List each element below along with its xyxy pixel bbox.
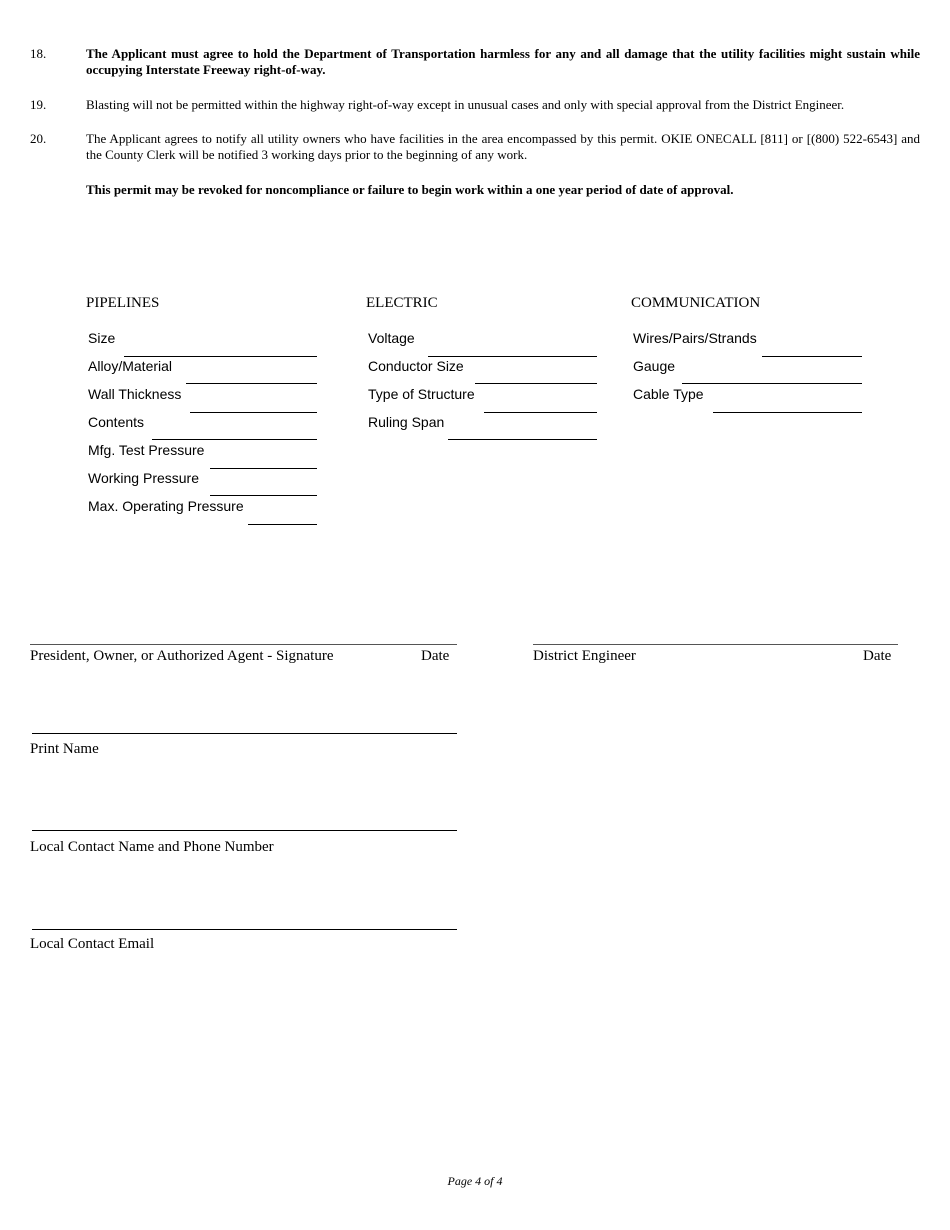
gauge-input-line[interactable] [682,383,862,384]
pipelines-field-label: Mfg. Test Pressure [88,442,205,458]
electric-field-label: Voltage [368,330,415,346]
max-operating-pressure-input-line[interactable] [248,524,317,525]
communication-field-label: Cable Type [633,386,704,402]
wall-thickness-input-line[interactable] [190,412,317,413]
mfg-test-pressure-input-line[interactable] [210,468,317,469]
item-text-20: The Applicant agrees to notify all utility owners who have facilities in the area encompassed by this permit. OKIE ONECALL [811] or [(800) 522-6543] and the County Clerk will be notified 3 working days prior to the beginning of any work. [86,131,920,162]
item-text-19: Blasting will not be permitted within the highway right-of-way except in unusual cases and only with special approval from the District Engineer. [86,97,845,112]
district-engineer-signature-line[interactable] [533,644,898,645]
item-number-19: 19. [30,97,47,112]
local-contact-label: Local Contact Name and Phone Number [30,839,274,855]
print-name-line[interactable] [32,733,457,734]
item-number-20: 20. [30,131,47,146]
pipelines-field-label: Working Pressure [88,470,200,486]
item-text-18: The Applicant must agree to hold the Department of Transportation harmless for any and all damage that the utility facilities might sustain while occupying Interstate Freeway right-of-way. [86,46,920,77]
communication-field-label: Wires/Pairs/Strands [633,330,757,346]
local-email-label: Local Contact Email [30,936,155,952]
electric-heading: ELECTRIC [366,295,438,311]
cable-type-input-line[interactable] [713,412,862,413]
working-pressure-input-line[interactable] [210,495,317,496]
district-engineer-date-label: Date [863,648,892,664]
pipelines-field-label: Size [88,330,116,346]
communication-field-label: Gauge [633,358,676,374]
print-name-label: Print Name [30,741,99,757]
alloy-material-input-line[interactable] [186,383,317,384]
applicant-date-label: Date [421,648,450,664]
revocation-notice: This permit may be revoked for noncompliance or failure to begin work within a one year period of date of approval. [86,182,734,197]
voltage-input-line[interactable] [428,356,597,357]
conductor-size-input-line[interactable] [475,383,597,384]
type-of-structure-input-line[interactable] [484,412,597,413]
electric-field-label: Type of Structure [368,386,475,402]
page-number: Page 4 of 4 [447,1174,503,1188]
ruling-span-input-line[interactable] [448,439,597,440]
wires-pairs-strands-input-line[interactable] [762,356,862,357]
local-contact-line[interactable] [32,830,457,831]
electric-field-label: Conductor Size [368,358,464,374]
local-email-line[interactable] [32,929,457,930]
pipelines-heading: PIPELINES [86,295,160,311]
pipelines-field-label: Alloy/Material [88,358,173,374]
communication-heading: COMMUNICATION [631,295,761,311]
item-number-18: 18. [30,46,47,61]
pipelines-field-label: Max. Operating Pressure [88,498,244,514]
applicant-signature-label: President, Owner, or Authorized Agent - Signature [30,648,334,664]
electric-field-label: Ruling Span [368,414,445,430]
size-input-line[interactable] [124,356,317,357]
contents-input-line[interactable] [152,439,317,440]
pipelines-field-label: Contents [88,414,145,430]
applicant-signature-line[interactable] [30,644,457,645]
pipelines-field-label: Wall Thickness [88,386,182,402]
district-engineer-label: District Engineer [533,648,636,664]
